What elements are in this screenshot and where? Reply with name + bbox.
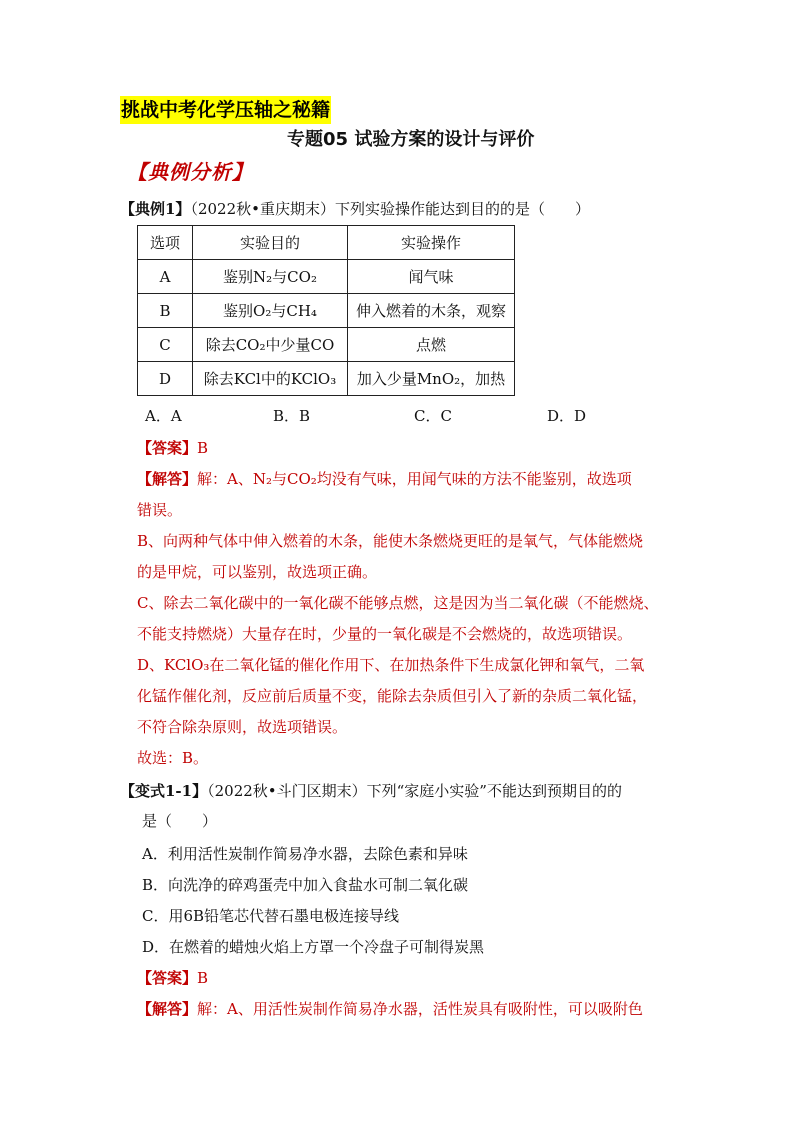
analysis-tag: 【解答】 <box>137 470 198 488</box>
analysis-line: 【解答】解：A、N₂与CO₂均没有气味，用闻气味的方法不能鉴别，故选项 <box>137 470 632 488</box>
table-row <box>138 328 515 362</box>
variant-option: C．用6B铅笔芯代替石墨电极连接导线 <box>142 907 400 925</box>
variant-option: B．向洗净的碎鸡蛋壳中加入食盐水可制二氧化碳 <box>142 876 469 894</box>
analysis-line: 的是甲烷，可以鉴别，故选项正确。 <box>137 563 378 581</box>
table-header: 选项 <box>138 226 193 260</box>
variant1-question: 【变式1-1】（2022秋•斗门区期末）下列“家庭小实验”不能达到预期目的的 <box>120 782 622 800</box>
analysis-line: 不符合除杂原则，故选项错误。 <box>137 718 348 736</box>
analysis-line: 错误。 <box>137 501 183 519</box>
table-cell: 伸入燃着的木条，观察 <box>348 294 515 328</box>
variant1-tag: 【变式1-1】 <box>120 782 208 800</box>
table-header: 实验操作 <box>348 226 515 260</box>
table-cell: 加入少量MnO₂，加热 <box>348 362 515 396</box>
table-row <box>138 294 515 328</box>
variant1-answer <box>137 967 208 989</box>
experiment-table <box>137 225 515 396</box>
analysis-line: 故选：B。 <box>137 749 209 767</box>
option-b: B．B <box>273 407 311 425</box>
analysis-tag: 【解答】 <box>137 1000 198 1018</box>
example1-question <box>120 198 590 220</box>
answer-value: B <box>197 439 209 457</box>
example1-question-text: （2022秋•重庆期末）下列实验操作能达到目的的是（ ） <box>190 200 590 218</box>
page-title: 专题05 试验方案的设计与评价 <box>287 129 535 150</box>
table-cell: B <box>138 294 193 328</box>
table-row <box>138 362 515 396</box>
answer-tag: 【答案】 <box>137 439 198 457</box>
book-series-banner: 挑战中考化学压轴之秘籍 <box>120 96 331 124</box>
option-c: C．C <box>414 407 452 425</box>
table-cell: 鉴别O₂与CH₄ <box>193 294 348 328</box>
option-d: D．D <box>547 407 587 425</box>
table-row <box>138 260 515 294</box>
analysis-line: 化锰作催化剂，反应前后质量不变，能除去杂质但引入了新的杂质二氧化锰， <box>137 687 648 705</box>
table-header: 实验目的 <box>193 226 348 260</box>
table-cell: 鉴别N₂与CO₂ <box>193 260 348 294</box>
answer-value: B <box>197 969 209 987</box>
table-header-row <box>138 226 515 260</box>
analysis-line: C、除去二氧化碳中的一氧化碳不能够点燃，这是因为当二氧化碳（不能燃烧、 <box>137 594 659 612</box>
table-cell: C <box>138 328 193 362</box>
table-cell: 除去KCl中的KClO₃ <box>193 362 348 396</box>
variant1-question-cont: 是（ ） <box>142 812 218 830</box>
example1-answer <box>137 437 208 459</box>
answer-tag: 【答案】 <box>137 969 198 987</box>
analysis-line: D、KClO₃在二氧化锰的催化作用下、在加热条件下生成氯化钾和氧气，二氧 <box>137 656 645 674</box>
variant-option: A．利用活性炭制作简易净水器，去除色素和异味 <box>142 845 468 863</box>
table-cell: A <box>138 260 193 294</box>
analysis-line: 不能支持燃烧）大量存在时，少量的一氧化碳是不会燃烧的，故选项错误。 <box>137 625 633 643</box>
table-cell: 闻气味 <box>348 260 515 294</box>
table-cell: 除去CO₂中少量CO <box>193 328 348 362</box>
example1-tag: 【典例1】 <box>120 200 191 218</box>
option-a: A．A <box>145 407 182 425</box>
table-cell: D <box>138 362 193 396</box>
table-cell: 点燃 <box>348 328 515 362</box>
section-heading: 【典例分析】 <box>127 160 253 184</box>
analysis-line: B、向两种气体中伸入燃着的木条，能使木条燃烧更旺的是氧气，气体能燃烧 <box>137 532 644 550</box>
variant-option: D．在燃着的蜡烛火焰上方罩一个冷盘子可制得炭黑 <box>142 938 485 956</box>
analysis-line: 【解答】解：A、用活性炭制作简易净水器，活性炭具有吸附性，可以吸附色 <box>137 1000 643 1018</box>
